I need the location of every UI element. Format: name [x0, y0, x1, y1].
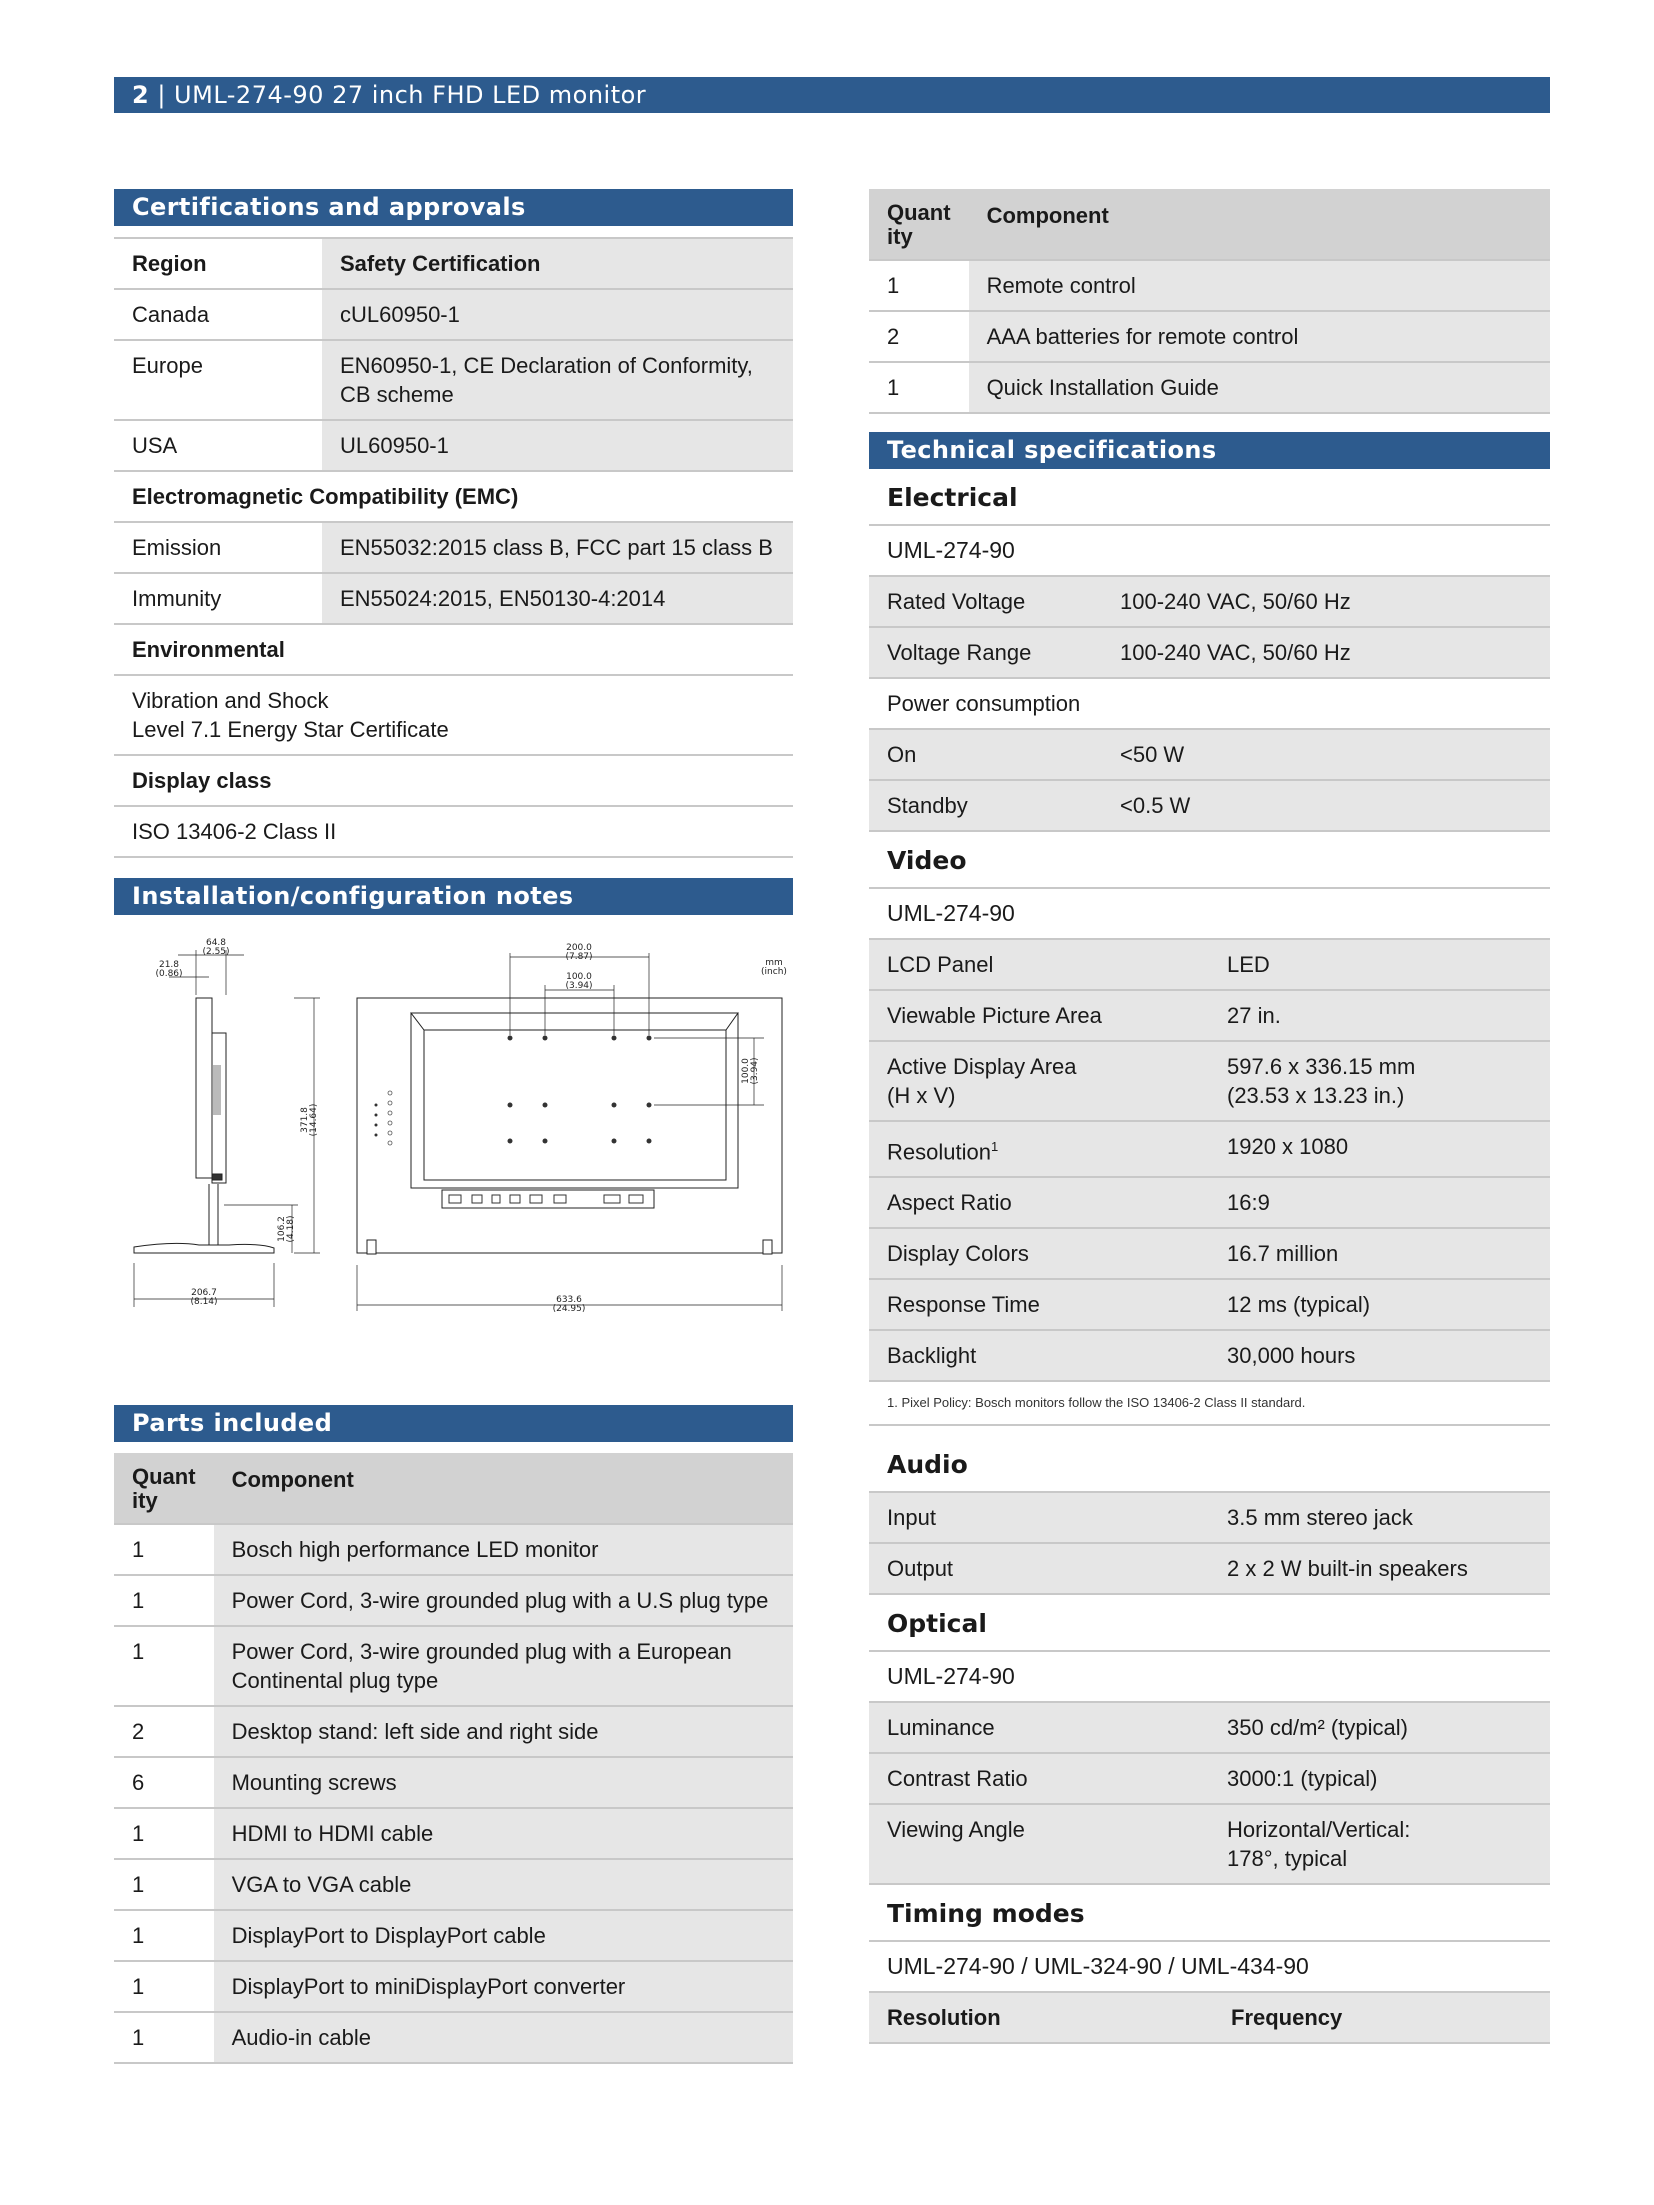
- table-row: [869, 729, 1550, 780]
- component-cell: DisplayPort to miniDisplayPort converter: [214, 1961, 793, 2012]
- table-row: [114, 420, 793, 471]
- dim-label: 21.8: [158, 960, 180, 970]
- table-row: [114, 1626, 793, 1706]
- table-row: [869, 1804, 1550, 1884]
- timing-models: UML-274-90 / UML-324-90 / UML-434-90: [869, 1942, 1550, 1992]
- spec-value: 30,000 hours: [1209, 1330, 1550, 1381]
- right-column: [869, 189, 1550, 2044]
- qty-cell: 1: [114, 1910, 214, 1961]
- table-row: [869, 1177, 1550, 1228]
- table-row: [869, 1493, 1550, 1543]
- env-line-1: Vibration and Shock: [132, 688, 329, 713]
- left-column: [114, 189, 793, 2064]
- table-row: [114, 2012, 793, 2063]
- dim-label: (7.87): [565, 952, 593, 962]
- spec-label-text: Resolution: [887, 1139, 991, 1165]
- dim-label: 206.7: [191, 1288, 217, 1298]
- dim-label: 64.8: [205, 938, 227, 948]
- page-header: 2 | UML-274-90 27 inch FHD LED monitor: [114, 77, 1550, 113]
- region-cell: USA: [114, 420, 322, 471]
- component-cell: Power Cord, 3-wire grounded plug with a U.S plug type: [214, 1575, 793, 1626]
- table-row: [114, 1910, 793, 1961]
- table-row: [114, 1524, 793, 1575]
- spec-value: 12 ms (typical): [1209, 1279, 1550, 1330]
- video-model: UML-274-90: [869, 889, 1550, 939]
- env-line-2: Level 7.1 Energy Star Certificate: [132, 717, 449, 742]
- electrical-model: UML-274-90: [869, 526, 1550, 576]
- spec-label-line: Active Display Area: [887, 1054, 1077, 1079]
- qty-cell: 1: [114, 1524, 214, 1575]
- spec-value: 1920 x 1080: [1209, 1121, 1550, 1177]
- audio-table: [869, 1493, 1550, 1595]
- table-row: [869, 990, 1550, 1041]
- unit-label: mm: [765, 958, 783, 968]
- spec-label: Response Time: [869, 1279, 1209, 1330]
- component-cell: AAA batteries for remote control: [969, 311, 1550, 362]
- spec-value-line: 597.6 x 336.15 mm: [1227, 1054, 1416, 1079]
- spec-value-line: Horizontal/Vertical:: [1227, 1817, 1411, 1843]
- table-row: [869, 1279, 1550, 1330]
- region-cell: Europe: [114, 340, 322, 420]
- component-cell: Bosch high performance LED monitor: [214, 1524, 793, 1575]
- optical-model: UML-274-90: [869, 1652, 1550, 1702]
- dim-label: (0.86): [155, 969, 183, 979]
- table-row: [869, 1753, 1550, 1804]
- spec-value: 27 in.: [1209, 990, 1550, 1041]
- table-row: [869, 362, 1550, 413]
- monitor-dimension-drawing: [114, 915, 793, 1405]
- parts-heading: Parts included: [114, 1405, 793, 1442]
- table-row: [114, 522, 793, 573]
- table-row: [114, 1706, 793, 1757]
- environmental-value: [114, 675, 793, 755]
- timing-table: [869, 1942, 1550, 2044]
- spec-value: LED: [1209, 939, 1550, 990]
- table-row: [869, 1330, 1550, 1381]
- emc-label: Emission: [114, 522, 322, 573]
- parts-table-continued: [869, 189, 1550, 414]
- component-cell: DisplayPort to DisplayPort cable: [214, 1910, 793, 1961]
- spec-label: Viewable Picture Area: [869, 990, 1209, 1041]
- component-cell: Mounting screws: [214, 1757, 793, 1808]
- dim-label: 100.0: [741, 1058, 751, 1084]
- table-row: [114, 573, 793, 624]
- table-row: [869, 1228, 1550, 1279]
- dim-label: (2.55): [202, 947, 230, 957]
- qty-cell: 1: [114, 1859, 214, 1910]
- component-cell: HDMI to HDMI cable: [214, 1808, 793, 1859]
- spec-value-line: 178°, typical: [1227, 1846, 1348, 1872]
- spec-value: 100-240 VAC, 50/60 Hz: [1102, 627, 1550, 678]
- qty-cell: 1: [869, 260, 969, 311]
- spec-label: Output: [869, 1543, 1209, 1594]
- spec-value: <0.5 W: [1102, 780, 1550, 831]
- tech-specs-heading: Technical specifications: [869, 432, 1550, 469]
- spec-label: Input: [869, 1493, 1209, 1543]
- spec-value-line: (23.53 x 13.23 in.): [1227, 1083, 1405, 1108]
- col-quantity: Quant ity: [114, 1453, 214, 1524]
- col-resolution: Resolution: [869, 1992, 1213, 2043]
- component-cell: Desktop stand: left side and right side: [214, 1706, 793, 1757]
- spec-value: 2 x 2 W built-in speakers: [1209, 1543, 1550, 1594]
- table-row: [869, 576, 1550, 627]
- qty-cell: 2: [869, 311, 969, 362]
- col-component: Component: [214, 1453, 793, 1524]
- col-safety-cert: Safety Certification: [322, 238, 793, 289]
- qty-cell: 6: [114, 1757, 214, 1808]
- pixel-policy-footnote: 1. Pixel Policy: Bosch monitors follow the ISO 13406-2 Class II standard.: [869, 1382, 1550, 1426]
- electrical-title: Electrical: [869, 469, 1550, 526]
- certifications-table: [114, 237, 793, 858]
- table-row: [114, 289, 793, 340]
- spec-label: LCD Panel: [869, 939, 1209, 990]
- cert-cell: EN60950-1, CE Declaration of Conformity, CB scheme: [322, 340, 793, 420]
- dim-label: (3.94): [750, 1057, 760, 1085]
- spec-label: Voltage Range: [869, 627, 1102, 678]
- page-title: UML-274-90 27 inch FHD LED monitor: [174, 81, 647, 109]
- spec-value: 16.7 million: [1209, 1228, 1550, 1279]
- spec-value: <50 W: [1102, 729, 1550, 780]
- spec-value: 350 cd/m² (typical): [1209, 1702, 1550, 1753]
- qty-cell: 1: [114, 1575, 214, 1626]
- page-number: 2: [132, 81, 150, 109]
- dim-label: (8.14): [190, 1297, 218, 1307]
- dim-label: 106.2: [277, 1216, 287, 1242]
- emc-value: EN55032:2015 class B, FCC part 15 class B: [322, 522, 793, 573]
- spec-label: [869, 1041, 1209, 1121]
- power-consumption-label: Power consumption: [869, 678, 1550, 729]
- component-cell: VGA to VGA cable: [214, 1859, 793, 1910]
- emc-heading: Electromagnetic Compatibility (EMC): [114, 471, 793, 522]
- dim-label: (3.94): [565, 981, 593, 991]
- spec-label: Viewing Angle: [869, 1804, 1209, 1884]
- video-table: [869, 889, 1550, 1382]
- spec-label-line: (H x V): [887, 1083, 956, 1108]
- table-row: [869, 1702, 1550, 1753]
- table-row: [869, 939, 1550, 990]
- qty-cell: 1: [869, 362, 969, 413]
- spec-value: [1209, 1804, 1550, 1884]
- table-row: [869, 260, 1550, 311]
- electrical-table: [869, 526, 1550, 832]
- region-cell: Canada: [114, 289, 322, 340]
- dim-label: 100.0: [566, 972, 592, 982]
- dim-label: (14.64): [309, 1103, 319, 1137]
- timing-title: Timing modes: [869, 1885, 1550, 1942]
- emc-value: EN55024:2015, EN50130-4:2014: [322, 573, 793, 624]
- component-cell: Power Cord, 3-wire grounded plug with a European Continental plug type: [214, 1626, 793, 1706]
- col-component: Component: [969, 189, 1550, 260]
- spec-value: 3.5 mm stereo jack: [1209, 1493, 1550, 1543]
- qty-cell: 2: [114, 1706, 214, 1757]
- qty-cell: 1: [114, 2012, 214, 2063]
- table-row: [869, 780, 1550, 831]
- dim-label: 633.6: [556, 1295, 582, 1305]
- dim-label: (4.18): [286, 1215, 296, 1243]
- emc-label: Immunity: [114, 573, 322, 624]
- spec-value: 3000:1 (typical): [1209, 1753, 1550, 1804]
- footnote-marker: 1: [990, 1139, 999, 1154]
- component-cell: Quick Installation Guide: [969, 362, 1550, 413]
- table-row: [869, 627, 1550, 678]
- dim-label: (24.95): [552, 1304, 586, 1314]
- certifications-heading: Certifications and approvals: [114, 189, 793, 226]
- table-row: [114, 340, 793, 420]
- spec-label: Aspect Ratio: [869, 1177, 1209, 1228]
- table-row: [869, 1121, 1550, 1177]
- col-frequency: Frequency: [1213, 1992, 1550, 2043]
- spec-value: 16:9: [1209, 1177, 1550, 1228]
- spec-label: Rated Voltage: [869, 576, 1102, 627]
- optical-table: [869, 1652, 1550, 1885]
- environmental-heading: Environmental: [114, 624, 793, 675]
- spec-label: Contrast Ratio: [869, 1753, 1209, 1804]
- table-row: [869, 1543, 1550, 1594]
- spec-label: [869, 1121, 1209, 1177]
- display-class-value: ISO 13406-2 Class II: [114, 806, 793, 857]
- parts-table: [114, 1453, 793, 2064]
- spec-label: Luminance: [869, 1702, 1209, 1753]
- col-region: Region: [114, 238, 322, 289]
- table-row: [114, 1808, 793, 1859]
- unit-label: (inch): [761, 967, 787, 977]
- spec-value: [1209, 1041, 1550, 1121]
- spec-value: 100-240 VAC, 50/60 Hz: [1102, 576, 1550, 627]
- table-row: [114, 1757, 793, 1808]
- spec-label: Display Colors: [869, 1228, 1209, 1279]
- qty-cell: 1: [114, 1961, 214, 2012]
- table-row: [869, 1041, 1550, 1121]
- qty-cell: 1: [114, 1626, 214, 1706]
- video-title: Video: [869, 832, 1550, 889]
- cert-cell: cUL60950-1: [322, 289, 793, 340]
- table-row: [114, 1575, 793, 1626]
- table-row: [114, 1859, 793, 1910]
- dim-label: 371.8: [300, 1107, 310, 1133]
- spec-label: On: [869, 729, 1102, 780]
- display-class-heading: Display class: [114, 755, 793, 806]
- dim-label: 200.0: [566, 943, 592, 953]
- spec-label: Standby: [869, 780, 1102, 831]
- table-row: [869, 311, 1550, 362]
- qty-cell: 1: [114, 1808, 214, 1859]
- component-cell: Remote control: [969, 260, 1550, 311]
- audio-title: Audio: [869, 1436, 1550, 1493]
- table-row: [114, 1961, 793, 2012]
- component-cell: Audio-in cable: [214, 2012, 793, 2063]
- spec-label: Backlight: [869, 1330, 1209, 1381]
- installation-heading: Installation/configuration notes: [114, 878, 793, 915]
- cert-cell: UL60950-1: [322, 420, 793, 471]
- col-quantity: Quant ity: [869, 189, 969, 260]
- optical-title: Optical: [869, 1595, 1550, 1652]
